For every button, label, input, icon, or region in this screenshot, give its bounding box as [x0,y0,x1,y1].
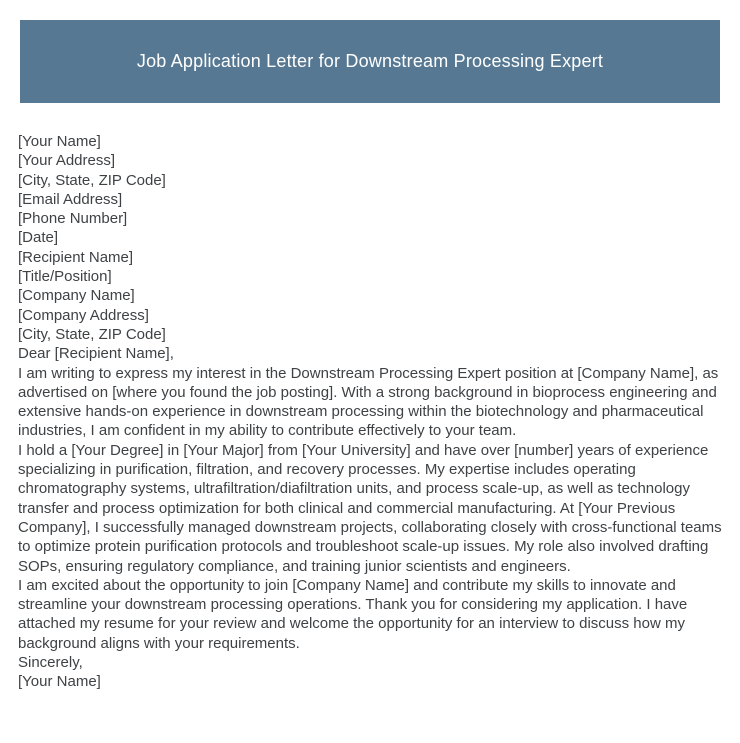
letter-paragraph: I am writing to express my interest in the Downstream Processing Expert position at [Company Name], as advertised on [where you found the job posting]. With a strong background in bioprocess engineering and extensive hands-on experience in downstream processing within the biotechnology and pharmaceutical industries, I am confident in my ability to contribute effectively to your team. [18,364,719,440]
signature: [Your Name] [18,673,101,691]
sender-line: [Your Name] [18,133,101,150]
recipient-line: [Title/Position] [18,268,112,286]
sender-line: [Phone Number] [18,210,128,228]
page-title: Job Application Letter for Downstream Processing Expert [136,51,604,71]
sender-line: [Your Address] [18,152,116,170]
letter-body [18,132,732,692]
recipient-line: [City, State, ZIP Code] [18,325,166,343]
title-banner [20,20,720,103]
sender-line: [Date] [18,229,59,247]
letter-paragraph: I am excited about the opportunity to join [Company Name] and contribute my skills to innovate and streamline your downstream processing operations. Thank you for considering my application. I have attached my resume for your review and welcome the opportunity for an interview to discuss how my background aligns with your requirements. [18,576,688,652]
paragraphs-block [18,364,732,653]
sender-block [18,132,732,248]
recipient-line: [Recipient Name] [18,248,134,266]
recipient-line: [Company Address] [18,306,149,324]
recipient-block [18,248,732,344]
closing: Sincerely, [18,654,83,672]
sender-line: [City, State, ZIP Code] [18,171,166,189]
salutation: Dear [Recipient Name], [18,345,174,363]
sender-line: [Email Address] [18,190,123,208]
recipient-line: [Company Name] [18,287,135,305]
letter-paragraph: I hold a [Your Degree] in [Your Major] from [Your University] and have over [number] years of experience specializing in purification, filtration, and recovery processes. My expertise includes operating chromatography systems, ultrafiltration/diafiltration units, and process scale-up, as well as technology transfer and process optimization for both clinical and commercial manufacturing. At [Your Previous Company], I successfully managed downstream projects, collaborating closely with cross-functional teams to optimize protein purification protocols and troubleshoot scale-up issues. My role also involved drafting SOPs, ensuring regulatory compliance, and training junior scientists and engineers. [18,441,722,575]
